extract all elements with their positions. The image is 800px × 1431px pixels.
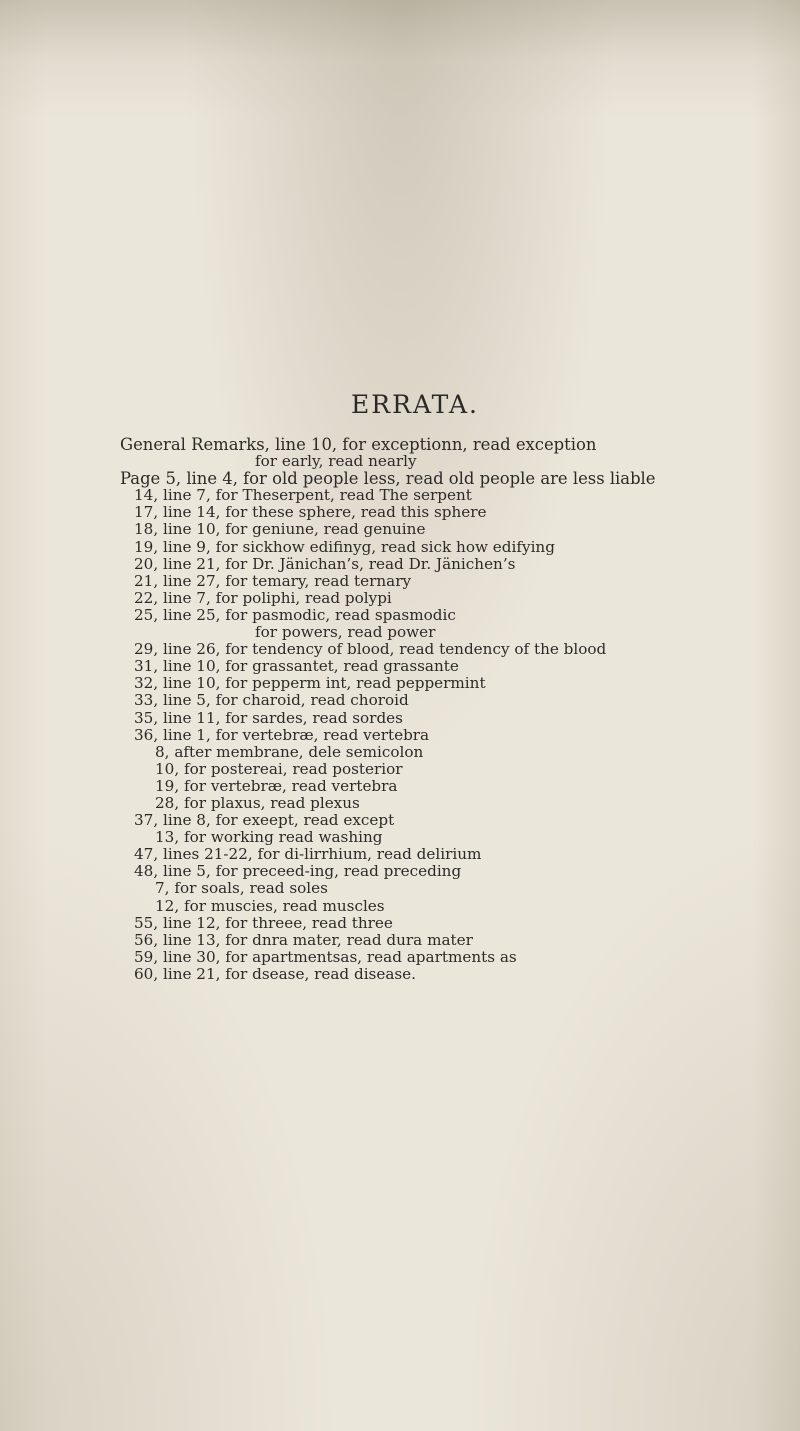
paper-stain [0,0,800,120]
errata-line: 29, line 26, for tendency of blood, read tendency of the blood [134,640,607,659]
errata-line: 32, line 10, for pepperm int, read peppermint [134,674,486,693]
errata-line: 37, line 8, for exeept, read except [134,811,395,830]
errata-line: Page 5, line 4, for old people less, read old people are less liable [120,469,656,489]
errata-line: 8, after membrane, dele semicolon [155,742,424,761]
errata-line: 36, line 1, for vertebræ, read vertebra [134,725,430,744]
errata-line: 47, lines 21-22, for di-lirrhium, read delirium [134,845,482,864]
errata-line: 20, line 21, for Dr. Jänichan’s, read Dr. Jänichen’s [134,554,516,573]
errata-line: 33, line 5, for charoid, read choroid [134,691,409,710]
errata-line: for early, read nearly [255,452,417,471]
errata-line: 13, for working read washing [155,828,383,847]
errata-line: 12, for muscies, read muscles [155,896,385,915]
errata-line: 25, line 25, for pasmodic, read spasmodic [134,605,456,624]
errata-line: 19, line 9, for sickhow edifinyg, read sick how edifying [134,537,555,556]
errata-line: 55, line 12, for threee, read three [134,913,393,932]
errata-line: 60, line 21, for dsease, read disease. [134,964,416,983]
errata-line: 21, line 27, for temary, read ternary [134,571,412,590]
errata-line: 22, line 7, for poliphi, read polypi [134,588,392,607]
errata-line: 7, for soals, read soles [155,879,328,898]
errata-line: 35, line 11, for sardes, read sordes [134,708,403,727]
errata-line: 56, line 13, for dnra mater, read dura mater [134,930,473,949]
errata-title: ERRATA. [351,390,479,419]
errata-line: 28, for plaxus, read plexus [155,793,360,812]
errata-list [120,436,780,983]
errata-line: for powers, read power [255,623,436,642]
errata-line: 48, line 5, for preceed-ing, read preceding [134,862,462,881]
errata-line: 19, for vertebræ, read vertebra [155,776,398,795]
errata-line: 10, for postereai, read posterior [155,759,403,778]
errata-line: 14, line 7, for Theserpent, read The serpent [134,486,472,505]
errata-line: General Remarks, line 10, for exceptionn, read exception [120,435,597,454]
errata-line: 59, line 30, for apartmentsas, read apartments as [134,947,517,966]
errata-line: 17, line 14, for these sphere, read this sphere [134,503,487,522]
errata-line: 31, line 10, for grassantet, read grassante [134,657,459,676]
errata-line: 18, line 10, for geniune, read genuine [134,520,426,539]
